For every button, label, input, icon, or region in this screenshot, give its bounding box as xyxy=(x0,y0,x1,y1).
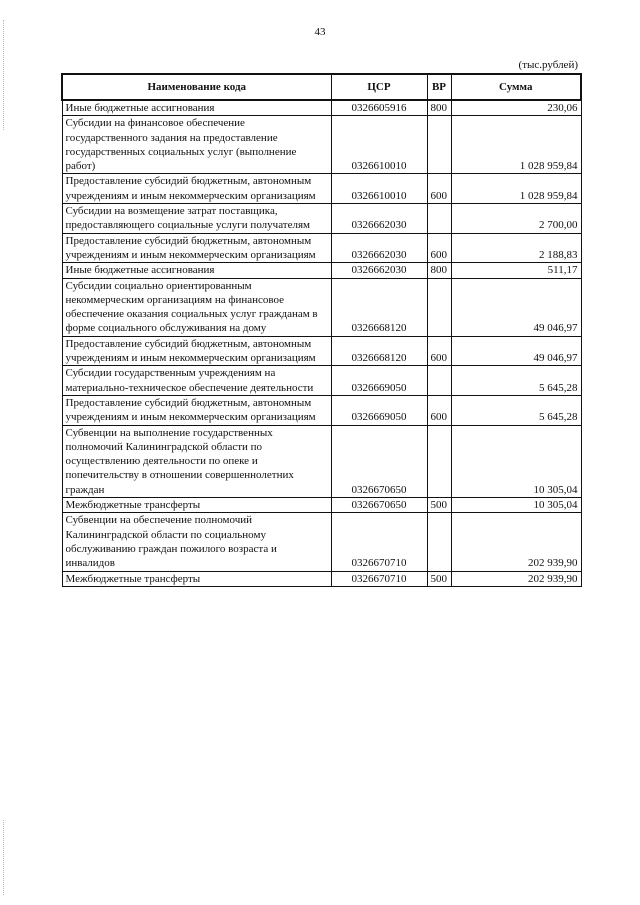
table-row xyxy=(62,174,581,204)
row-name: Иные бюджетные ассигнования xyxy=(62,263,331,278)
row-sum: 2 700,00 xyxy=(451,204,581,234)
row-sum: 202 939,90 xyxy=(451,571,581,586)
row-name: Субсидии государственным учреждениям на материально-техническое обеспечение деятельности xyxy=(62,366,331,396)
row-sum: 49 046,97 xyxy=(451,336,581,366)
page-number: 43 xyxy=(314,26,326,38)
units-note: (тыс.рублей) xyxy=(518,59,578,71)
row-sum: 2 188,83 xyxy=(451,233,581,263)
table-row xyxy=(62,513,581,571)
table-row xyxy=(62,571,581,586)
table-row xyxy=(62,395,581,425)
row-name: Субсидии на возмещение затрат поставщика, предоставляющего социальные услуги получателям xyxy=(62,204,331,234)
row-name: Субсидии на финансовое обеспечение государственного задания на предоставление государственных социальных услуг (выполнение работ) xyxy=(62,116,331,174)
row-name: Субвенции на обеспечение полномочий Калининградской области по социальному обслуживанию граждан пожилого возраста и инвалидов xyxy=(62,513,331,571)
row-vr: 600 xyxy=(427,233,451,263)
row-csr: 0326662030 xyxy=(331,263,427,278)
row-csr: 0326670650 xyxy=(331,498,427,513)
table-row xyxy=(62,204,581,234)
table-row xyxy=(62,116,581,174)
row-name: Субвенции на выполнение государственных полномочий Калининградской области по осуществлению деятельности по опеке и попечительству в отношении совершеннолетних граждан xyxy=(62,425,331,497)
row-vr: 600 xyxy=(427,174,451,204)
table-row xyxy=(62,336,581,366)
table-row xyxy=(62,278,581,336)
row-vr xyxy=(427,366,451,396)
row-name: Предоставление субсидий бюджетным, автономным учреждениям и иным некоммерческим организациям xyxy=(62,233,331,263)
row-vr: 800 xyxy=(427,263,451,278)
table-row xyxy=(62,263,581,278)
table-row xyxy=(62,498,581,513)
row-name: Предоставление субсидий бюджетным, автономным учреждениям и иным некоммерческим организациям xyxy=(62,174,331,204)
row-sum: 5 645,28 xyxy=(451,395,581,425)
table-header-row xyxy=(62,74,581,100)
row-sum: 10 305,04 xyxy=(451,498,581,513)
row-sum: 230,06 xyxy=(451,100,581,116)
header-csr: ЦСР xyxy=(331,74,427,100)
row-name: Предоставление субсидий бюджетным, автономным учреждениям и иным некоммерческим организациям xyxy=(62,336,331,366)
row-sum: 49 046,97 xyxy=(451,278,581,336)
row-csr: 0326662030 xyxy=(331,204,427,234)
row-sum: 5 645,28 xyxy=(451,366,581,396)
row-sum: 1 028 959,84 xyxy=(451,116,581,174)
row-csr: 0326610010 xyxy=(331,116,427,174)
row-sum: 10 305,04 xyxy=(451,425,581,497)
table-row xyxy=(62,100,581,116)
row-name: Межбюджетные трансферты xyxy=(62,571,331,586)
row-csr: 0326669050 xyxy=(331,366,427,396)
table-row xyxy=(62,366,581,396)
row-vr: 800 xyxy=(427,100,451,116)
row-vr xyxy=(427,116,451,174)
row-sum: 511,17 xyxy=(451,263,581,278)
row-vr xyxy=(427,425,451,497)
header-sum: Сумма xyxy=(451,74,581,100)
row-csr: 0326668120 xyxy=(331,278,427,336)
row-csr: 0326605916 xyxy=(331,100,427,116)
row-sum: 202 939,90 xyxy=(451,513,581,571)
row-vr: 600 xyxy=(427,336,451,366)
row-csr: 0326670710 xyxy=(331,571,427,586)
row-name: Субсидии социально ориентированным некоммерческим организациям на финансовое обеспечение оказания социальных услуг гражданам в форме социального обслуживания на дому xyxy=(62,278,331,336)
row-name: Межбюджетные трансферты xyxy=(62,498,331,513)
row-name: Иные бюджетные ассигнования xyxy=(62,100,331,116)
row-name: Предоставление субсидий бюджетным, автономным учреждениям и иным некоммерческим организациям xyxy=(62,395,331,425)
header-vr: ВР xyxy=(427,74,451,100)
row-sum: 1 028 959,84 xyxy=(451,174,581,204)
row-vr: 500 xyxy=(427,498,451,513)
row-vr xyxy=(427,513,451,571)
row-csr: 0326669050 xyxy=(331,395,427,425)
row-vr xyxy=(427,278,451,336)
row-csr: 0326610010 xyxy=(331,174,427,204)
row-vr: 600 xyxy=(427,395,451,425)
row-vr: 500 xyxy=(427,571,451,586)
header-name: Наименование кода xyxy=(62,74,331,100)
table-row xyxy=(62,425,581,497)
table-row xyxy=(62,233,581,263)
row-csr: 0326662030 xyxy=(331,233,427,263)
row-csr: 0326670710 xyxy=(331,513,427,571)
scan-edge-mark xyxy=(3,820,5,895)
budget-table xyxy=(61,73,582,587)
row-csr: 0326668120 xyxy=(331,336,427,366)
row-vr xyxy=(427,204,451,234)
row-csr: 0326670650 xyxy=(331,425,427,497)
